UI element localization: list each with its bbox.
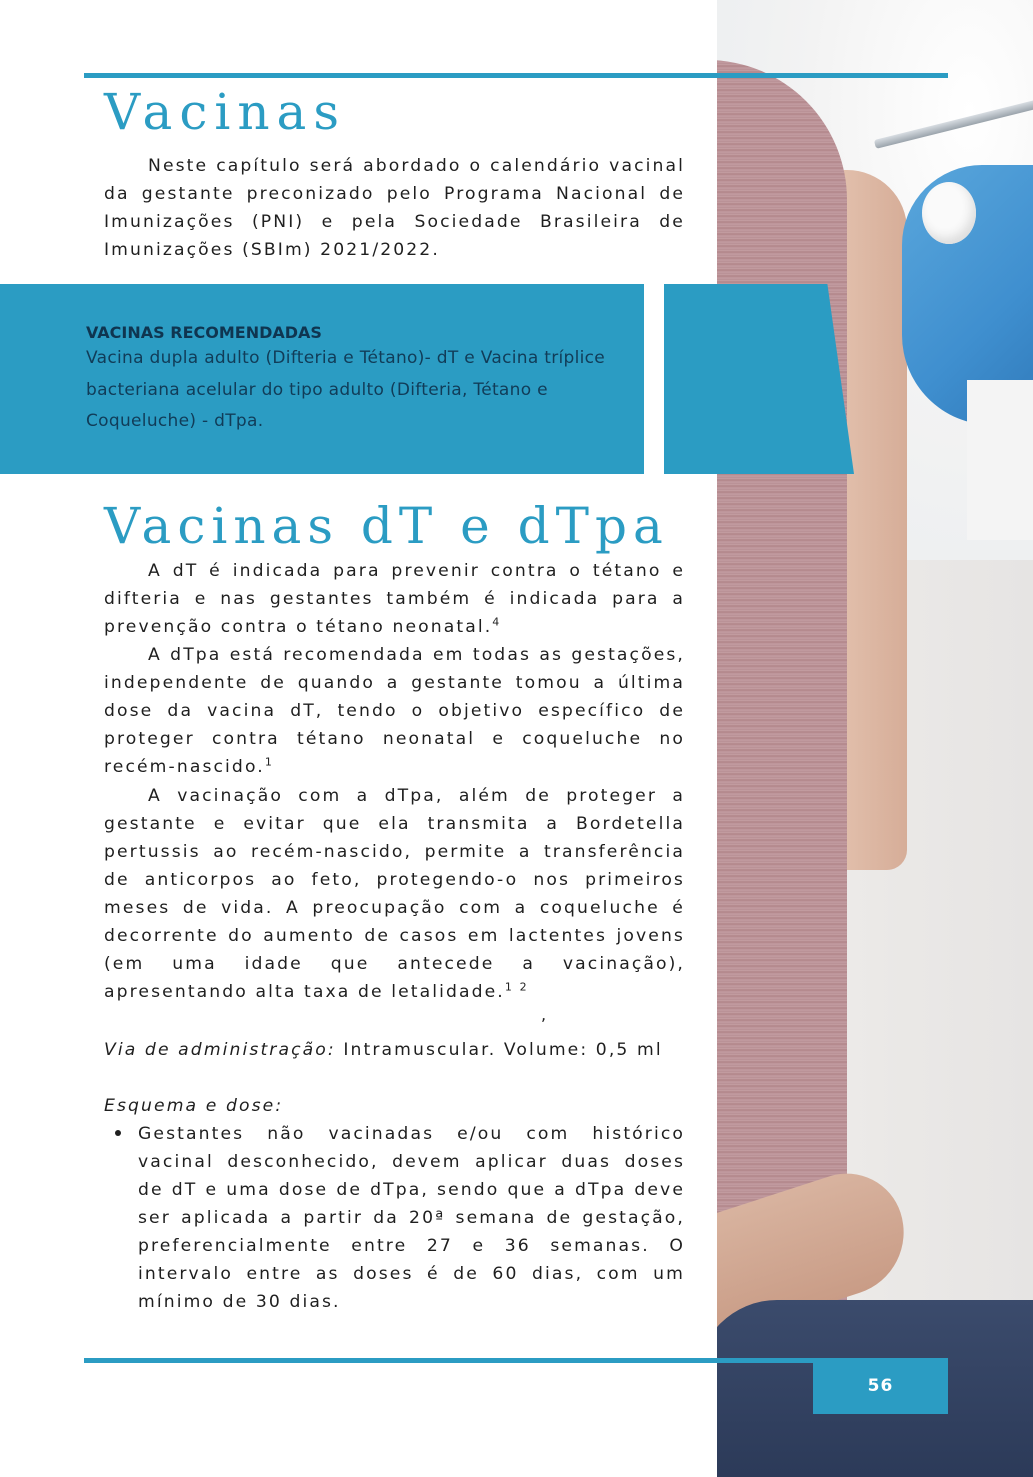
paragraph-dt [104,557,685,641]
recommended-box-accent [664,284,854,474]
paragraph-vacinacao-text: A vacinação com a dTpa, além de proteger a gestante e evitar que ela transmita a Bordetella pertussis ao recém-nascido, permite a transferência de anticorpos ao feto, protegendo-o nos primeiros meses de vida. A preocupação com a coqueluche é decorrente do aumento de casos em lactentes jovens (em uma idade que antecede a vacinação), apresentando alta taxa de letalidade. [104,786,685,1002]
esquema-label: Esquema e dose: [104,1096,284,1116]
paragraph-dtpa [104,641,685,781]
reference-comma: , [541,1005,547,1024]
paragraph-vacinacao [104,782,685,1006]
top-rule [84,73,948,78]
paragraph-dt-text: A dT é indicada para prevenir contra o tétano e difteria e nas gestantes também é indicada para a prevenção contra o tétano neonatal. [104,561,685,637]
via-label: Via de administração: [104,1040,336,1060]
cotton-swab [922,182,976,244]
vaccination-photo [717,0,1033,1477]
reference-4: 4 [492,615,502,629]
lab-coat [967,380,1033,540]
bullet-dot [115,1130,121,1136]
via-text: Intramuscular. Volume: 0,5 ml [335,1040,663,1060]
paragraph-dtpa-text: A dTpa está recomendada em todas as gestações, independente de quando a gestante tomou a última dose da vacina dT, tendo o objetivo específico de proteger contra tétano neonatal e coqueluche no recém-nascido. [104,645,685,777]
recommended-box-title: VACINAS RECOMENDADAS [86,323,322,342]
heading-vacinas: Vacinas [104,83,346,141]
page-number: 56 [813,1358,948,1414]
reference-1-2: 1 2 [504,980,529,994]
heading-vacinas-dt-dtpa: Vacinas dT e dTpa [104,497,669,555]
intro-paragraph: Neste capítulo será abordado o calendário vacinal da gestante preconizado pelo Programa Nacional de Imunizações (PNI) e pela Sociedade Brasileira de Imunizações (SBIm) 2021/2022. [104,156,685,260]
bullet-item: Gestantes não vacinadas e/ou com histórico vacinal desconhecido, devem aplicar duas doses de dT e uma dose de dTpa, sendo que a dTpa deve ser aplicada a partir da 20ª semana de gestação, preferencialmente entre 27 e 36 semanas. O intervalo entre as doses é de 60 dias, com um mínimo de 30 dias. [138,1124,685,1312]
via-administracao [104,1036,685,1064]
reference-1: 1 [264,755,274,769]
recommended-box-text: Vacina dupla adulto (Difteria e Tétano)- dT e Vacina tríplice bacteriana acelular do tipo adulto (Difteria, Tétano e Coqueluche) - dTpa. [86,348,606,431]
